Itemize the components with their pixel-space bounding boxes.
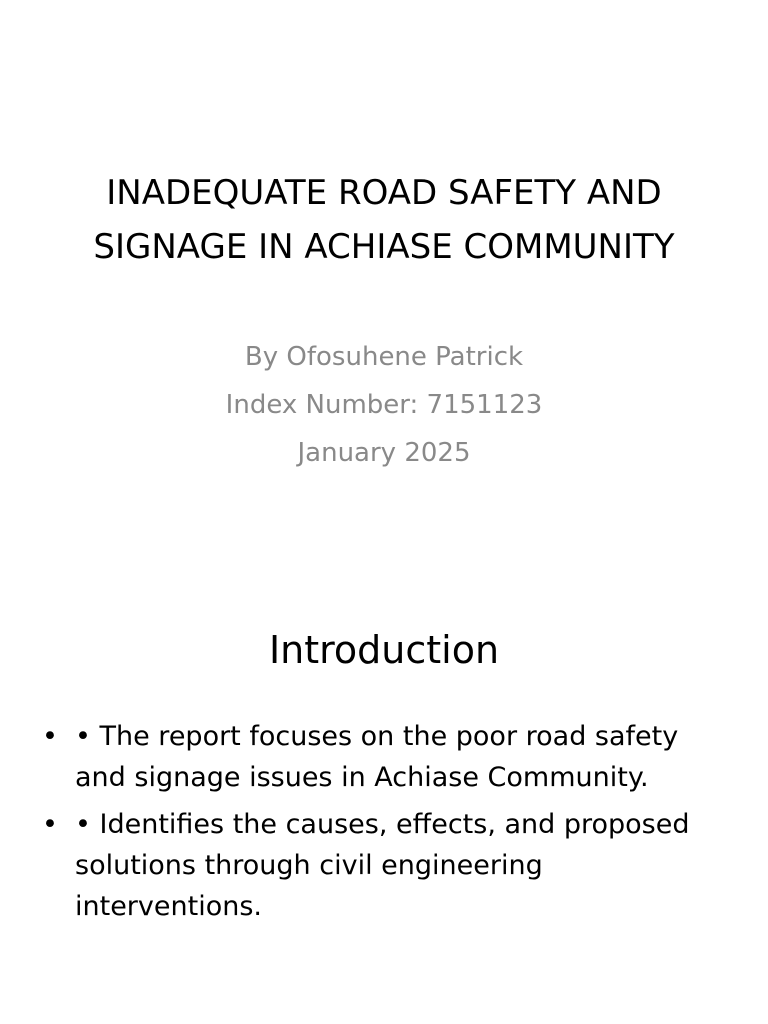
bullet-text: • The report focuses on the poor road safety and signage issues in Achiase Community. [75,721,679,793]
introduction-heading: Introduction [268,628,500,672]
date-line: January 2025 [297,438,471,468]
index-number-line: Index Number: 7151123 [225,390,543,420]
bullet-list [40,716,720,933]
author-line: By Ofosuhene Patrick [244,342,524,372]
bullet-icon: • [42,721,58,752]
list-item [40,716,720,798]
bullet-icon: • [42,809,58,840]
list-item [40,804,720,927]
slide-title: INADEQUATE ROAD SAFETY AND SIGNAGE IN ACHIASE COMMUNITY [93,173,675,267]
slide-subtitle [40,333,728,477]
bullet-text: • Identifies the causes, effects, and proposed solutions through civil engineering interventions. [75,809,690,922]
introduction-slide [0,512,768,1024]
